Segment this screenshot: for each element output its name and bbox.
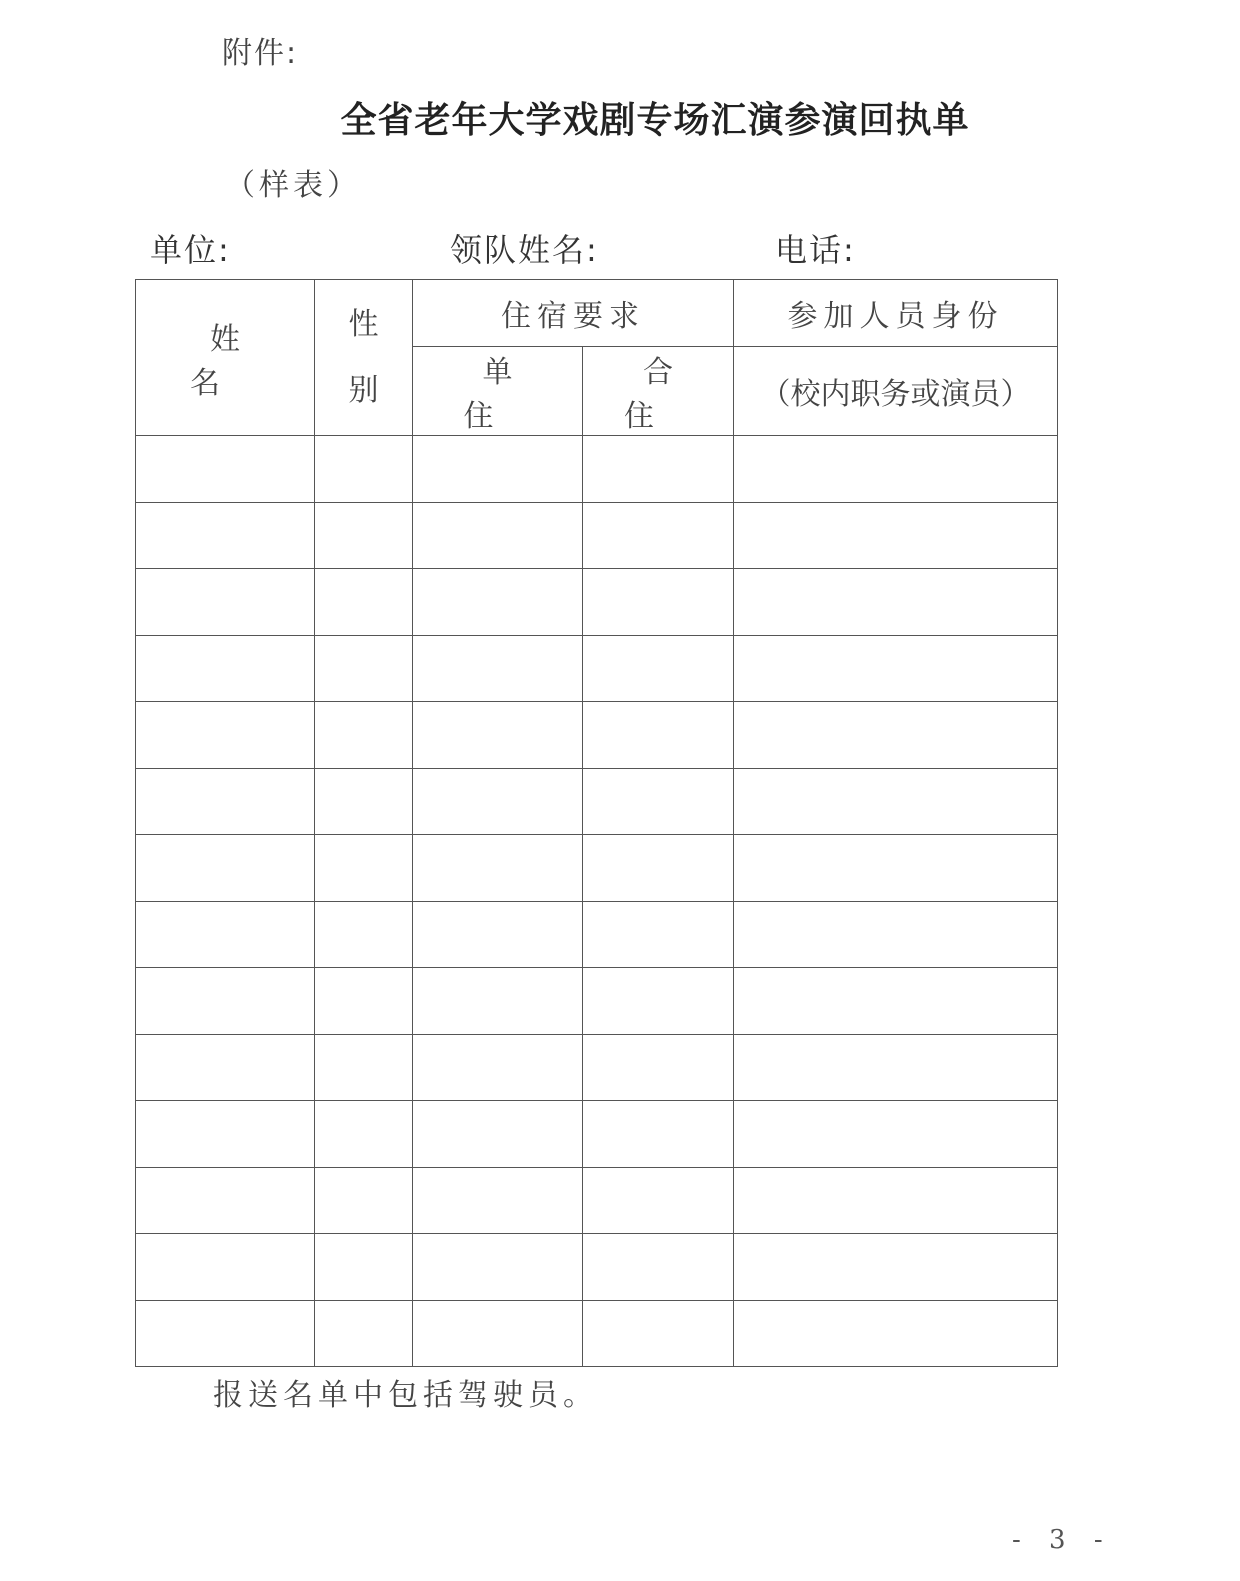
name-cell[interactable] bbox=[136, 1234, 315, 1301]
table-row bbox=[136, 901, 1058, 968]
name-cell[interactable] bbox=[136, 1034, 315, 1101]
shared-room-cell[interactable] bbox=[583, 1034, 734, 1101]
shared-room-cell[interactable] bbox=[583, 502, 734, 569]
shared-room-cell[interactable] bbox=[583, 1234, 734, 1301]
identity-cell[interactable] bbox=[734, 502, 1058, 569]
table-row bbox=[136, 702, 1058, 769]
identity-cell[interactable] bbox=[734, 569, 1058, 636]
gender-cell[interactable] bbox=[315, 502, 413, 569]
header-single-room bbox=[413, 347, 583, 436]
single-room-cell[interactable] bbox=[413, 1101, 583, 1168]
header-gender-line1: 性 bbox=[348, 306, 379, 342]
table-row bbox=[136, 1101, 1058, 1168]
single-room-cell[interactable] bbox=[413, 901, 583, 968]
shared-room-cell[interactable] bbox=[583, 1300, 734, 1367]
header-identity bbox=[734, 280, 1058, 347]
gender-cell[interactable] bbox=[315, 569, 413, 636]
single-room-cell[interactable] bbox=[413, 502, 583, 569]
gender-cell[interactable] bbox=[315, 768, 413, 835]
gender-cell[interactable] bbox=[315, 901, 413, 968]
shared-room-cell[interactable] bbox=[583, 436, 734, 503]
document-title: 全省老年大学戏剧专场汇演参演回执单 bbox=[340, 100, 970, 141]
single-room-cell[interactable] bbox=[413, 1167, 583, 1234]
shared-room-cell[interactable] bbox=[583, 569, 734, 636]
gender-cell[interactable] bbox=[315, 635, 413, 702]
name-cell[interactable] bbox=[136, 901, 315, 968]
page-number: - 3 - bbox=[1012, 1525, 1113, 1555]
header-shared-room bbox=[583, 347, 734, 436]
single-room-cell[interactable] bbox=[413, 1234, 583, 1301]
header-single-room-text: 单住 bbox=[463, 355, 551, 434]
gender-cell[interactable] bbox=[315, 702, 413, 769]
table-row bbox=[136, 1167, 1058, 1234]
name-cell[interactable] bbox=[136, 635, 315, 702]
identity-cell[interactable] bbox=[734, 901, 1058, 968]
shared-room-cell[interactable] bbox=[583, 1167, 734, 1234]
table-row bbox=[136, 1234, 1058, 1301]
identity-cell[interactable] bbox=[734, 1034, 1058, 1101]
identity-cell[interactable] bbox=[734, 1167, 1058, 1234]
footnote: 报送名单中包括驾驶员。 bbox=[213, 1378, 598, 1413]
single-room-cell[interactable] bbox=[413, 1034, 583, 1101]
gender-cell[interactable] bbox=[315, 968, 413, 1035]
attachment-label: 附件: bbox=[222, 36, 299, 71]
header-shared-room-text: 合住 bbox=[624, 355, 711, 434]
identity-cell[interactable] bbox=[734, 1101, 1058, 1168]
table-row bbox=[136, 768, 1058, 835]
header-identity-line1: 参加人员身份 bbox=[787, 299, 1004, 334]
name-cell[interactable] bbox=[136, 1300, 315, 1367]
unit-label: 单位: bbox=[150, 231, 231, 269]
table-row bbox=[136, 502, 1058, 569]
single-room-cell[interactable] bbox=[413, 1300, 583, 1367]
name-cell[interactable] bbox=[136, 702, 315, 769]
table-row bbox=[136, 1300, 1058, 1367]
identity-cell[interactable] bbox=[734, 436, 1058, 503]
gender-cell[interactable] bbox=[315, 436, 413, 503]
single-room-cell[interactable] bbox=[413, 835, 583, 902]
table-row bbox=[136, 835, 1058, 902]
header-accommodation bbox=[413, 280, 734, 347]
shared-room-cell[interactable] bbox=[583, 768, 734, 835]
name-cell[interactable] bbox=[136, 436, 315, 503]
name-cell[interactable] bbox=[136, 1167, 315, 1234]
table-row bbox=[136, 1034, 1058, 1101]
team-leader-label: 领队姓名: bbox=[450, 231, 599, 269]
single-room-cell[interactable] bbox=[413, 702, 583, 769]
name-cell[interactable] bbox=[136, 835, 315, 902]
identity-cell[interactable] bbox=[734, 702, 1058, 769]
shared-room-cell[interactable] bbox=[583, 835, 734, 902]
identity-cell[interactable] bbox=[734, 968, 1058, 1035]
gender-cell[interactable] bbox=[315, 1101, 413, 1168]
table-row bbox=[136, 436, 1058, 503]
gender-cell[interactable] bbox=[315, 1034, 413, 1101]
header-name bbox=[136, 280, 315, 436]
header-accommodation-text: 住宿要求 bbox=[501, 299, 645, 334]
name-cell[interactable] bbox=[136, 768, 315, 835]
header-name-text: 姓名 bbox=[190, 321, 280, 401]
identity-cell[interactable] bbox=[734, 1300, 1058, 1367]
identity-cell[interactable] bbox=[734, 1234, 1058, 1301]
identity-cell[interactable] bbox=[734, 835, 1058, 902]
header-identity-note bbox=[734, 347, 1058, 436]
single-room-cell[interactable] bbox=[413, 635, 583, 702]
single-room-cell[interactable] bbox=[413, 768, 583, 835]
gender-cell[interactable] bbox=[315, 1300, 413, 1367]
name-cell[interactable] bbox=[136, 1101, 315, 1168]
header-gender-line2: 别 bbox=[348, 372, 379, 408]
header-gender bbox=[315, 280, 413, 436]
identity-cell[interactable] bbox=[734, 635, 1058, 702]
name-cell[interactable] bbox=[136, 569, 315, 636]
gender-cell[interactable] bbox=[315, 1167, 413, 1234]
shared-room-cell[interactable] bbox=[583, 901, 734, 968]
table-header-row bbox=[136, 280, 1058, 347]
single-room-cell[interactable] bbox=[413, 968, 583, 1035]
table-row bbox=[136, 635, 1058, 702]
shared-room-cell[interactable] bbox=[583, 702, 734, 769]
phone-label: 电话: bbox=[775, 231, 856, 269]
gender-cell[interactable] bbox=[315, 1234, 413, 1301]
shared-room-cell[interactable] bbox=[583, 968, 734, 1035]
table-row bbox=[136, 569, 1058, 636]
header-identity-line2: （校内职务或演员） bbox=[760, 377, 1031, 412]
single-room-cell[interactable] bbox=[413, 569, 583, 636]
registration-table bbox=[135, 279, 1058, 1367]
table-row bbox=[136, 968, 1058, 1035]
name-cell[interactable] bbox=[136, 502, 315, 569]
identity-cell[interactable] bbox=[734, 768, 1058, 835]
gender-cell[interactable] bbox=[315, 835, 413, 902]
shared-room-cell[interactable] bbox=[583, 635, 734, 702]
shared-room-cell[interactable] bbox=[583, 1101, 734, 1168]
name-cell[interactable] bbox=[136, 968, 315, 1035]
sample-label: （样表） bbox=[225, 168, 361, 203]
single-room-cell[interactable] bbox=[413, 436, 583, 503]
